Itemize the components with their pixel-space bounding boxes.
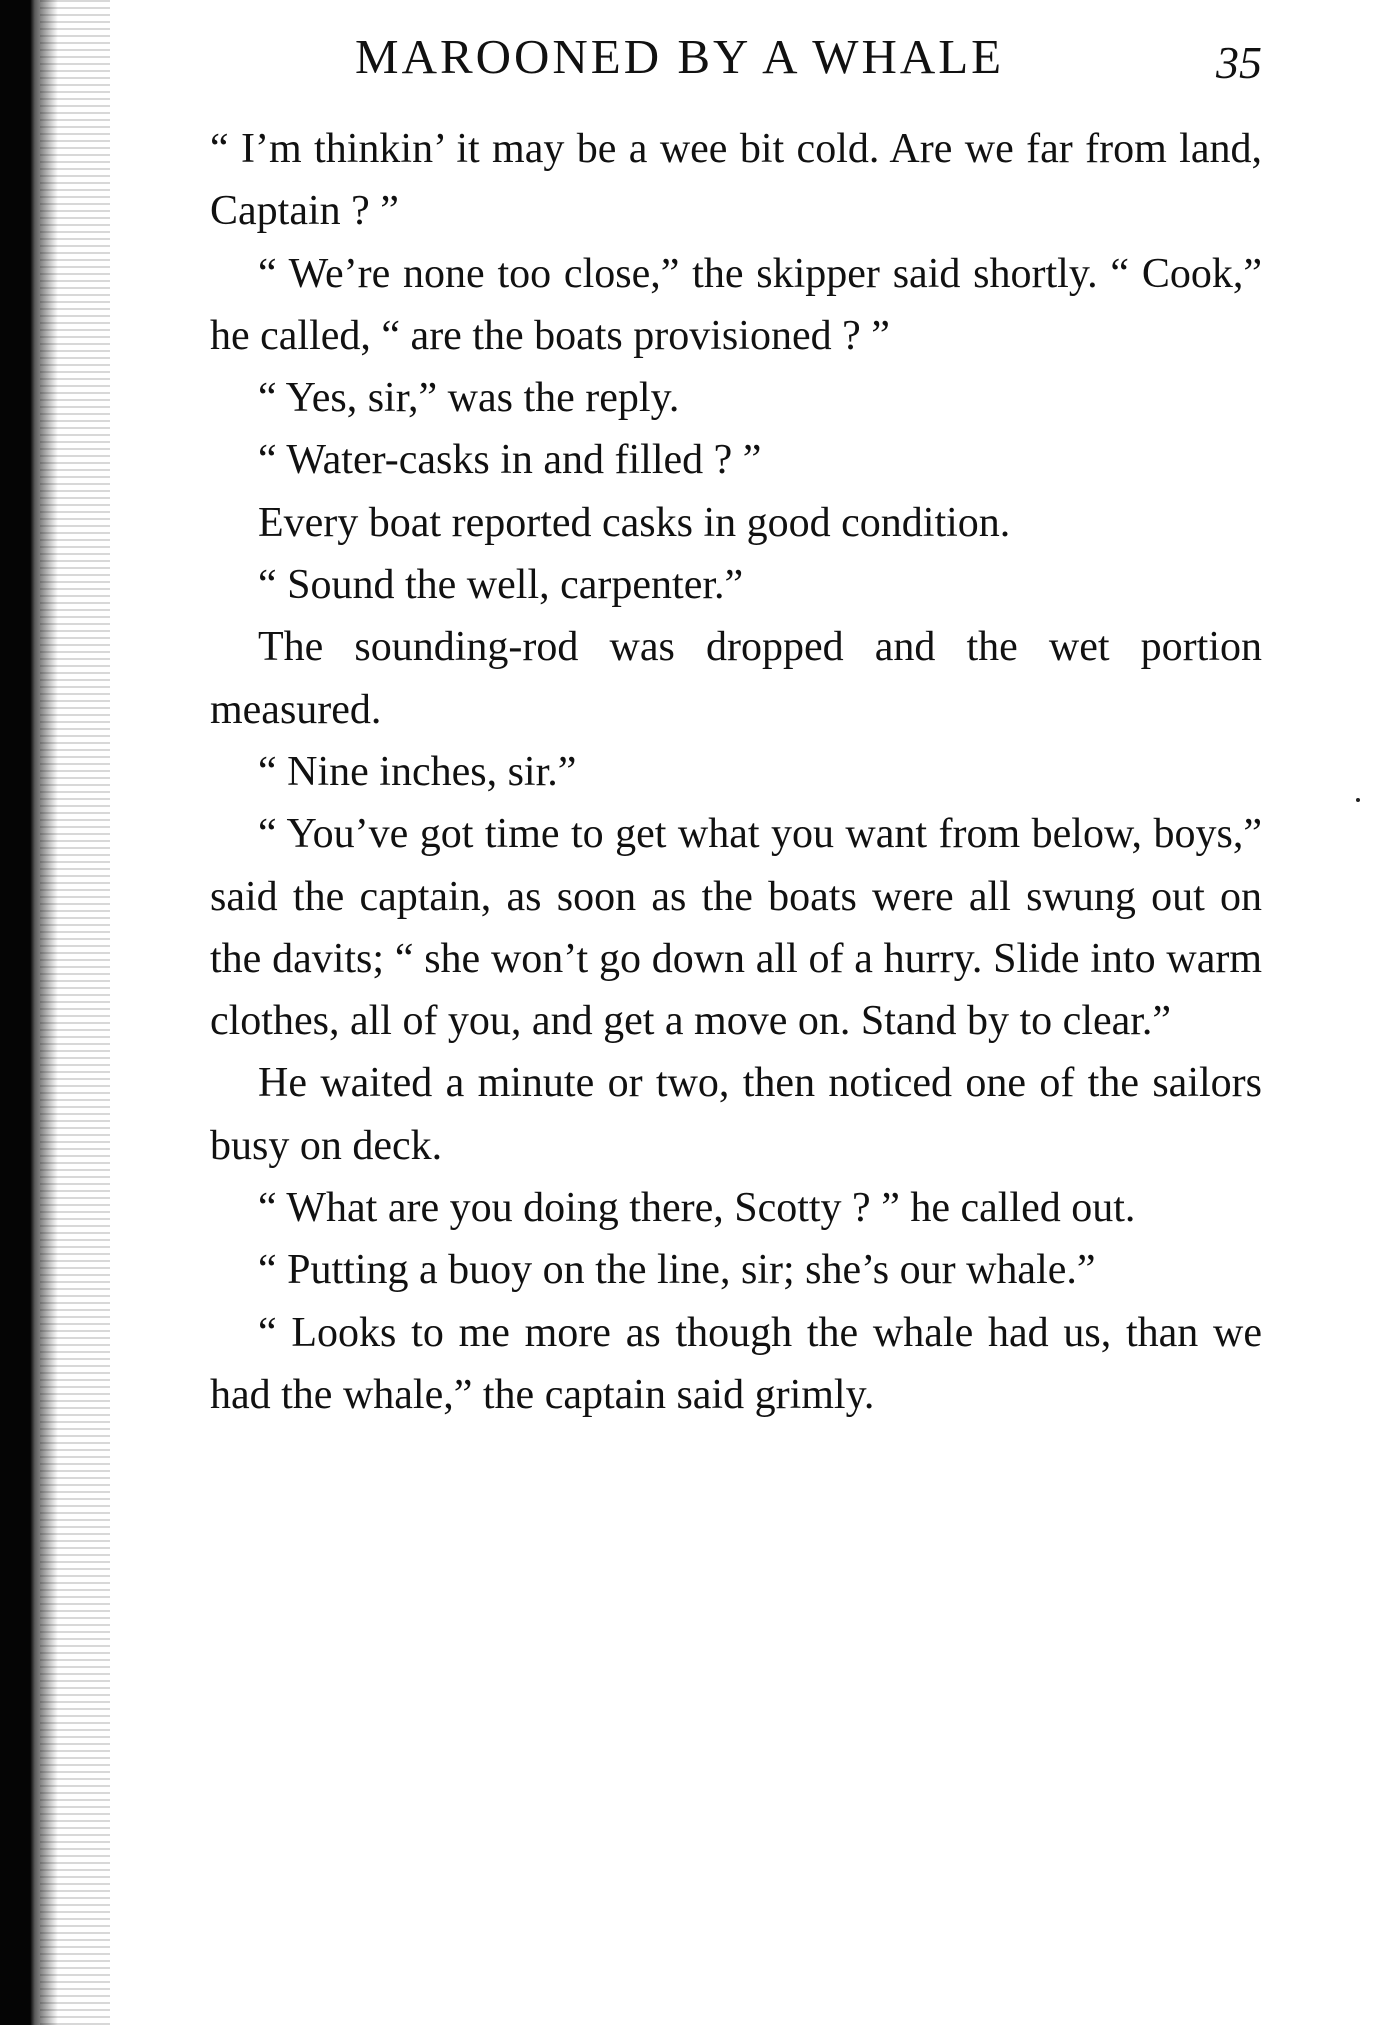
paragraph: “ What are you doing there, Scotty ? ” he called out. — [258, 1185, 1136, 1232]
paragraph: “ We’re none too close,” the skipper said shortly. “ Cook,” he called, “ are the boats provisioned ? ” — [210, 250, 1262, 359]
paragraph: “ Nine inches, sir.” — [258, 748, 577, 795]
page-number: 35 — [1216, 37, 1262, 88]
paragraph: “ Water-casks in and filled ? ” — [258, 437, 762, 484]
paragraph: He waited a minute or two, then noticed one of the sailors busy on deck. — [210, 1060, 1262, 1169]
paragraph: “ Looks to me more as though the whale had us, than we had the whale,” the captain said grimly. — [210, 1309, 1262, 1418]
paragraph: Every boat reported casks in good condition. — [258, 499, 1011, 546]
paragraph: “ You’ve got time to get what you want from below, boys,” said the captain, as soon as the boats were all swung out on the davits; “ she won’t go down all of a hurry. Slide into warm clothes, all of you, and get a move on. Stand by to clear.” — [210, 811, 1262, 1045]
paragraph: “ I’m thinkin’ it may be a wee bit cold. Are we far from land, Captain ? ” — [210, 126, 1262, 235]
running-head: MAROONED BY A WHALE — [355, 29, 1005, 84]
body-text — [210, 118, 1262, 1426]
paragraph: “ Sound the well, carpenter.” — [258, 562, 744, 609]
scan-speck — [1356, 798, 1360, 802]
page-header — [210, 28, 1262, 98]
gutter-speckle — [40, 0, 110, 2025]
paragraph: “ Yes, sir,” was the reply. — [258, 375, 680, 422]
paragraph: The sounding-rod was dropped and the wet portion measured. — [210, 624, 1262, 733]
paragraph: “ Putting a buoy on the line, sir; she’s our whale.” — [258, 1247, 1096, 1294]
